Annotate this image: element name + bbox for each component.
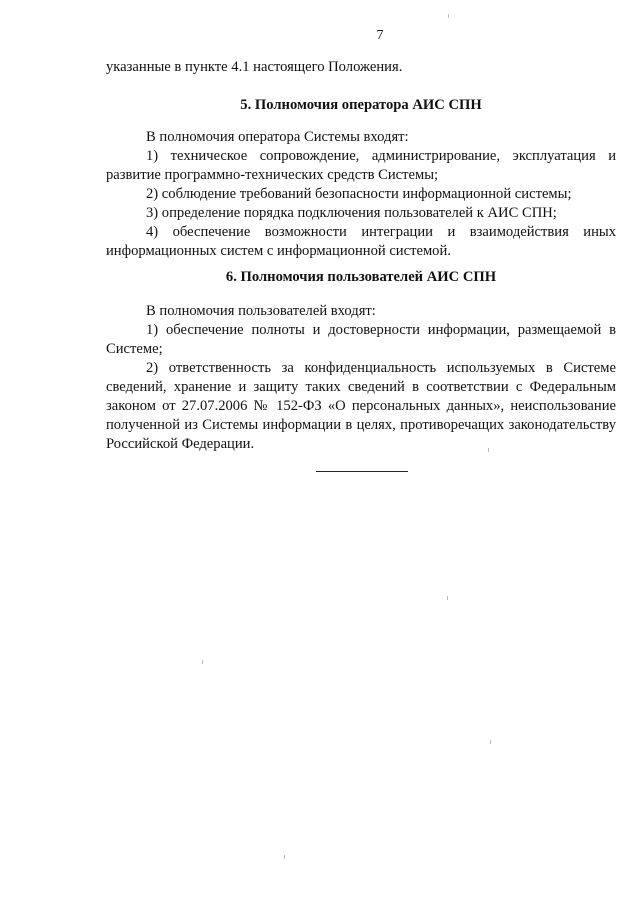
- section-5-item-1: 1) техническое сопровождение, администрирование, эксплуатация и развитие программно-технических средств Системы;: [106, 148, 616, 183]
- section-5-body: [106, 128, 616, 261]
- section-5-lead: В полномочия оператора Системы входят:: [146, 129, 409, 145]
- section-6-item-1: 1) обеспечение полноты и достоверности информации, размещаемой в Системе;: [106, 322, 616, 357]
- intro-line: указанные в пункте 4.1 настоящего Положения.: [106, 59, 403, 75]
- scan-speck: [490, 740, 491, 744]
- end-rule: [316, 471, 408, 472]
- section-5-item-2: 2) соблюдение требований безопасности информационной системы;: [146, 186, 572, 202]
- section-6-item-2: 2) ответственность за конфиденциальность используемых в Системе сведений, хранение и защиту таких сведений в соответствии с Федеральным законом от 27.07.2006 № 152-ФЗ «О персональных данных», неиспользование полученной из Системы информации в целях, противоречащих законодательству Российской Федерации.: [106, 360, 616, 452]
- scan-speck: [488, 448, 489, 452]
- section-5-item-3: 3) определение порядка подключения пользователей к АИС СПН;: [146, 205, 557, 221]
- page-number: 7: [376, 28, 384, 43]
- intro-paragraph: [106, 58, 616, 77]
- scan-speck: [284, 855, 285, 859]
- section-6-lead: В полномочия пользователей входят:: [146, 303, 376, 319]
- scan-speck: [202, 660, 203, 664]
- section-6-title: 6. Полномочия пользователей АИС СПН: [225, 269, 497, 285]
- section-5-item-4: 4) обеспечение возможности интеграции и взаимодействия иных информационных систем с информационной системой.: [106, 224, 616, 259]
- section-5-title: 5. Полномочия оператора АИС СПН: [240, 97, 482, 113]
- section-6-body: [106, 302, 616, 454]
- scan-speck: [447, 596, 448, 600]
- scan-speck: [448, 14, 449, 18]
